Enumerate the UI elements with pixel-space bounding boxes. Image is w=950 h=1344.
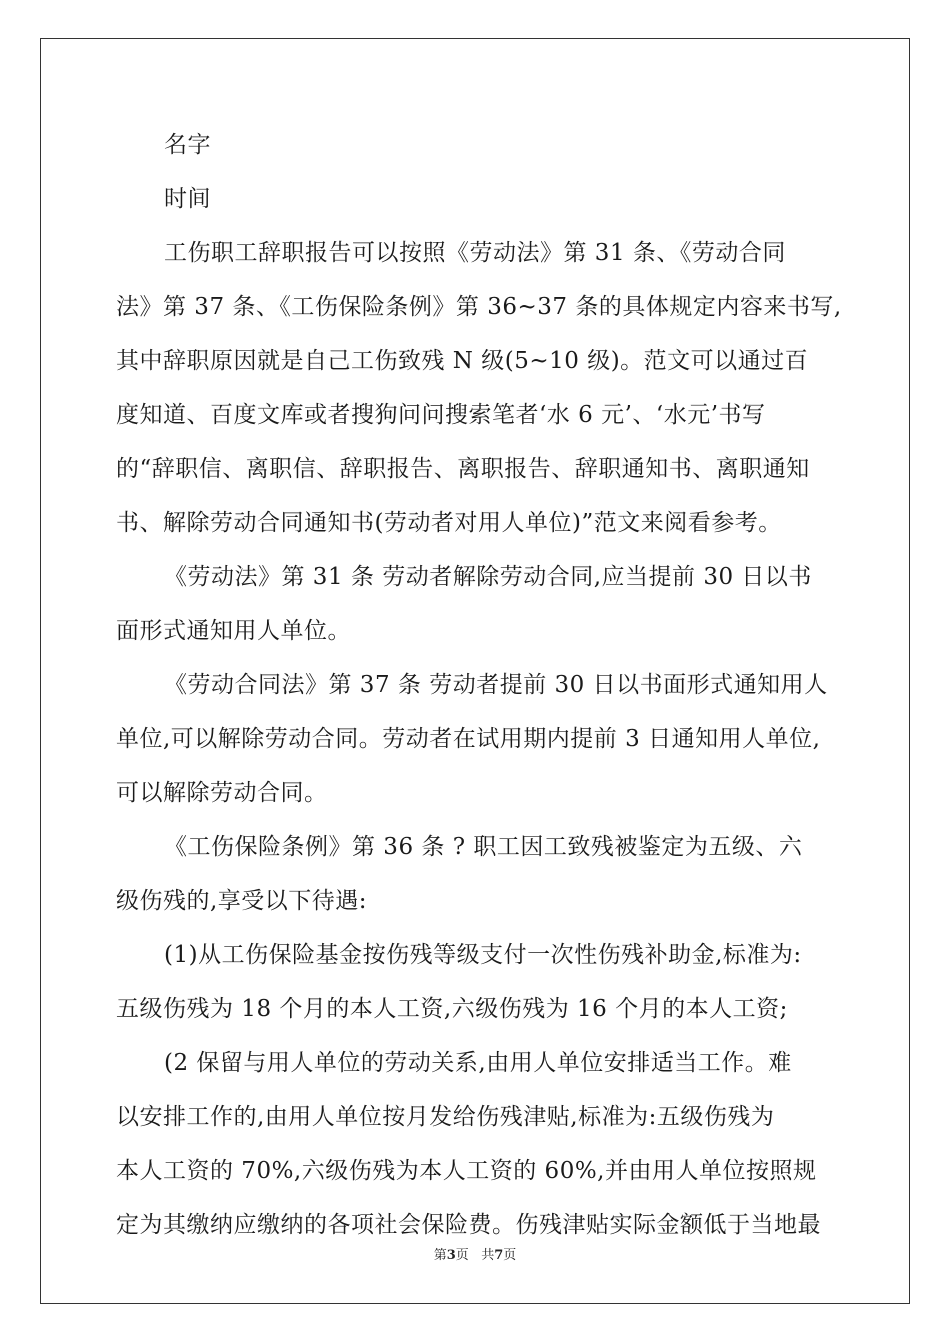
time-line: 时间 — [164, 186, 211, 212]
page-prefix: 第 — [433, 1248, 447, 1263]
page-suffix: 页 — [455, 1248, 469, 1263]
paragraph-line: 《工伤保险条例》第 36 条 ? 职工因工致残被鉴定为五级、六 — [164, 834, 803, 860]
paragraph-line: 《劳动合同法》第 37 条 劳动者提前 30 日以书面形式通知用人 — [164, 672, 828, 698]
document-body — [116, 130, 854, 1240]
paragraph-line: 度知道、百度文库或者搜狗问问搜索笔者‘水 6 元’、‘水元’书写 — [116, 402, 766, 428]
total-prefix: 共 — [481, 1248, 495, 1263]
paragraph-line: 定为其缴纳应缴纳的各项社会保险费。伤残津贴实际金额低于当地最 — [116, 1212, 821, 1238]
paragraph-line: 级伤残的,享受以下待遇: — [116, 888, 368, 914]
paragraph-line: 五级伤残为 18 个月的本人工资,六级伤残为 16 个月的本人工资; — [116, 996, 788, 1022]
name-line: 名字 — [164, 132, 211, 158]
paragraph-line: 工伤职工辞职报告可以按照《劳动法》第 31 条、《劳动合同 — [164, 240, 786, 266]
paragraph-line: 其中辞职原因就是自己工伤致残 N 级(5~10 级)。范文可以通过百 — [116, 348, 809, 374]
paragraph-line: 本人工资的 70%,六级伤残为本人工资的 60%,并由用人单位按照规 — [116, 1158, 817, 1184]
paragraph-line: 《劳动法》第 31 条 劳动者解除劳动合同,应当提前 30 日以书 — [164, 564, 812, 590]
paragraph-line: 书、解除劳动合同通知书(劳动者对用人单位)”范文来阅看参考。 — [116, 510, 782, 536]
page-footer — [0, 1248, 950, 1264]
paragraph-line: 面形式通知用人单位。 — [116, 618, 351, 644]
paragraph-line: (1)从工伤保险基金按伤残等级支付一次性伤残补助金,标准为: — [164, 942, 802, 968]
paragraph-line: 法》第 37 条、《工伤保险条例》第 36~37 条的具体规定内容来书写, — [116, 294, 842, 320]
paragraph-line: 单位,可以解除劳动合同。劳动者在试用期内提前 3 日通知用人单位, — [116, 726, 821, 752]
paragraph-line: 可以解除劳动合同。 — [116, 780, 328, 806]
page-current: 3 — [446, 1248, 456, 1263]
paragraph-line: 的“辞职信、离职信、辞职报告、离职报告、辞职通知书、离职通知 — [116, 456, 810, 482]
paragraph-line: 以安排工作的,由用人单位按月发给伤残津贴,标准为:五级伤残为 — [116, 1104, 775, 1130]
paragraph-line: (2 保留与用人单位的劳动关系,由用人单位安排适当工作。难 — [164, 1050, 792, 1076]
page-total: 7 — [494, 1248, 504, 1263]
total-suffix: 页 — [503, 1248, 517, 1263]
